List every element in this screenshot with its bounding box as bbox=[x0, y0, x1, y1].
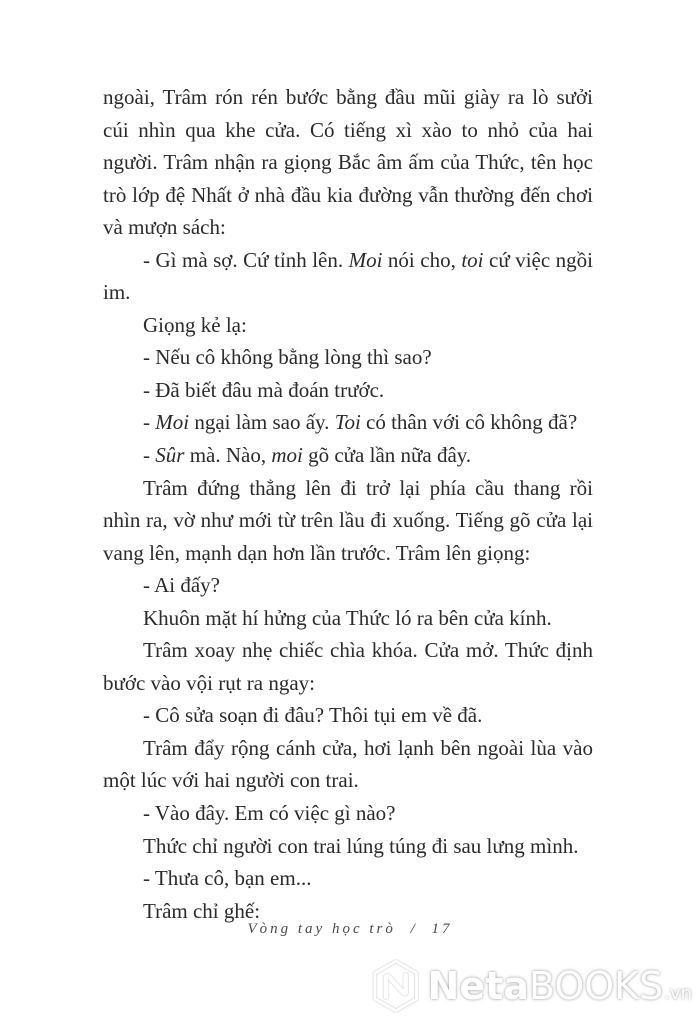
paragraph bbox=[103, 374, 593, 407]
italic-term: Toi bbox=[334, 410, 361, 435]
text-run: - Gì mà sợ. Cứ tỉnh lên. bbox=[143, 247, 349, 272]
paragraph bbox=[103, 602, 593, 635]
paragraph bbox=[103, 81, 593, 244]
text-run: Trâm đứng thẳng lên đi trở lại phía cầu thang rồi nhìn ra, vờ như mới từ trên lầu đi xuống. Tiếng gõ cửa lại vang lên, mạnh dạn hơn lần trước. Trâm lên giọng: bbox=[103, 475, 593, 565]
paragraph bbox=[103, 569, 593, 602]
italic-term: Sûr bbox=[155, 443, 185, 468]
text-run: Khuôn mặt hí hửng của Thức ló ra bên cửa kính. bbox=[143, 605, 552, 630]
page-footer bbox=[0, 921, 700, 938]
text-run: Thức chỉ người con trai lúng túng đi sau lưng mình. bbox=[143, 833, 579, 858]
paragraph bbox=[103, 244, 593, 309]
text-run: - Thưa cô, bạn em... bbox=[143, 866, 312, 891]
watermark-brand bbox=[427, 964, 664, 1008]
running-title: Vòng tay học trò bbox=[247, 921, 396, 937]
text-run: Trâm xoay nhẹ chiếc chìa khóa. Cửa mở. Thức định bước vào vội rụt ra ngay: bbox=[103, 638, 593, 695]
text-run: cứ việc ngồi im. bbox=[103, 247, 594, 305]
italic-term: Moi bbox=[348, 247, 383, 272]
netabooks-logo-icon bbox=[372, 959, 420, 1013]
text-run: Trâm chỉ ghế: bbox=[143, 898, 261, 923]
text-run: ngoài, Trâm rón rén bước bằng đầu mũi giày ra lò sưởi cúi nhìn qua khe cửa. Có tiếng xì xào to nhỏ của hai người. Trâm nhận ra giọng Bắc âm ấm của Thức, tên học trò lớp đệ Nhất ở nhà đầu kia đường vẫn thường đến chơi và mượn sách: bbox=[103, 85, 593, 240]
text-run: - Cô sửa soạn đi đâu? Thôi tụi em về đã. bbox=[143, 703, 483, 728]
paragraph bbox=[103, 341, 593, 374]
text-run: - bbox=[143, 410, 156, 435]
text-run: - Vào đây. Em có việc gì nào? bbox=[143, 801, 396, 826]
italic-term: toi bbox=[461, 247, 484, 272]
body-text bbox=[103, 81, 593, 927]
text-run: Giọng kẻ lạ: bbox=[143, 312, 247, 337]
footer-separator: / bbox=[410, 921, 415, 937]
paragraph bbox=[103, 406, 593, 439]
paragraph bbox=[103, 862, 593, 895]
italic-term: moi bbox=[271, 443, 303, 468]
paragraph bbox=[103, 472, 593, 570]
text-run: - bbox=[143, 443, 156, 468]
text-run: mà. Nào, bbox=[184, 443, 272, 468]
text-run: nói cho, bbox=[382, 247, 462, 272]
italic-term: Moi bbox=[155, 410, 190, 435]
paragraph bbox=[103, 309, 593, 342]
watermark bbox=[372, 953, 692, 1019]
paragraph bbox=[103, 699, 593, 732]
text-run: gõ cửa lần nữa đây. bbox=[302, 443, 472, 468]
text-run: - Đã biết đâu mà đoán trước. bbox=[143, 377, 385, 402]
paragraph bbox=[103, 797, 593, 830]
text-run: có thân với cô không đã? bbox=[360, 410, 578, 435]
watermark-brand-bold: Neta bbox=[427, 964, 529, 1008]
page-number: 17 bbox=[431, 921, 453, 937]
text-run: Trâm đẩy rộng cánh cửa, hơi lạnh bên ngoài lùa vào một lúc với hai người con trai. bbox=[103, 735, 593, 793]
text-run: ngại làm sao ấy. bbox=[189, 410, 335, 435]
paragraph bbox=[103, 830, 593, 863]
watermark-brand-light: BOOKS bbox=[528, 964, 664, 1008]
watermark-suffix: .vn bbox=[664, 982, 692, 1004]
paragraph bbox=[103, 732, 593, 797]
paragraph bbox=[103, 634, 593, 699]
text-run: - Ai đấy? bbox=[143, 573, 220, 598]
text-run: - Nếu cô không bằng lòng thì sao? bbox=[143, 345, 432, 370]
paragraph bbox=[103, 439, 593, 472]
